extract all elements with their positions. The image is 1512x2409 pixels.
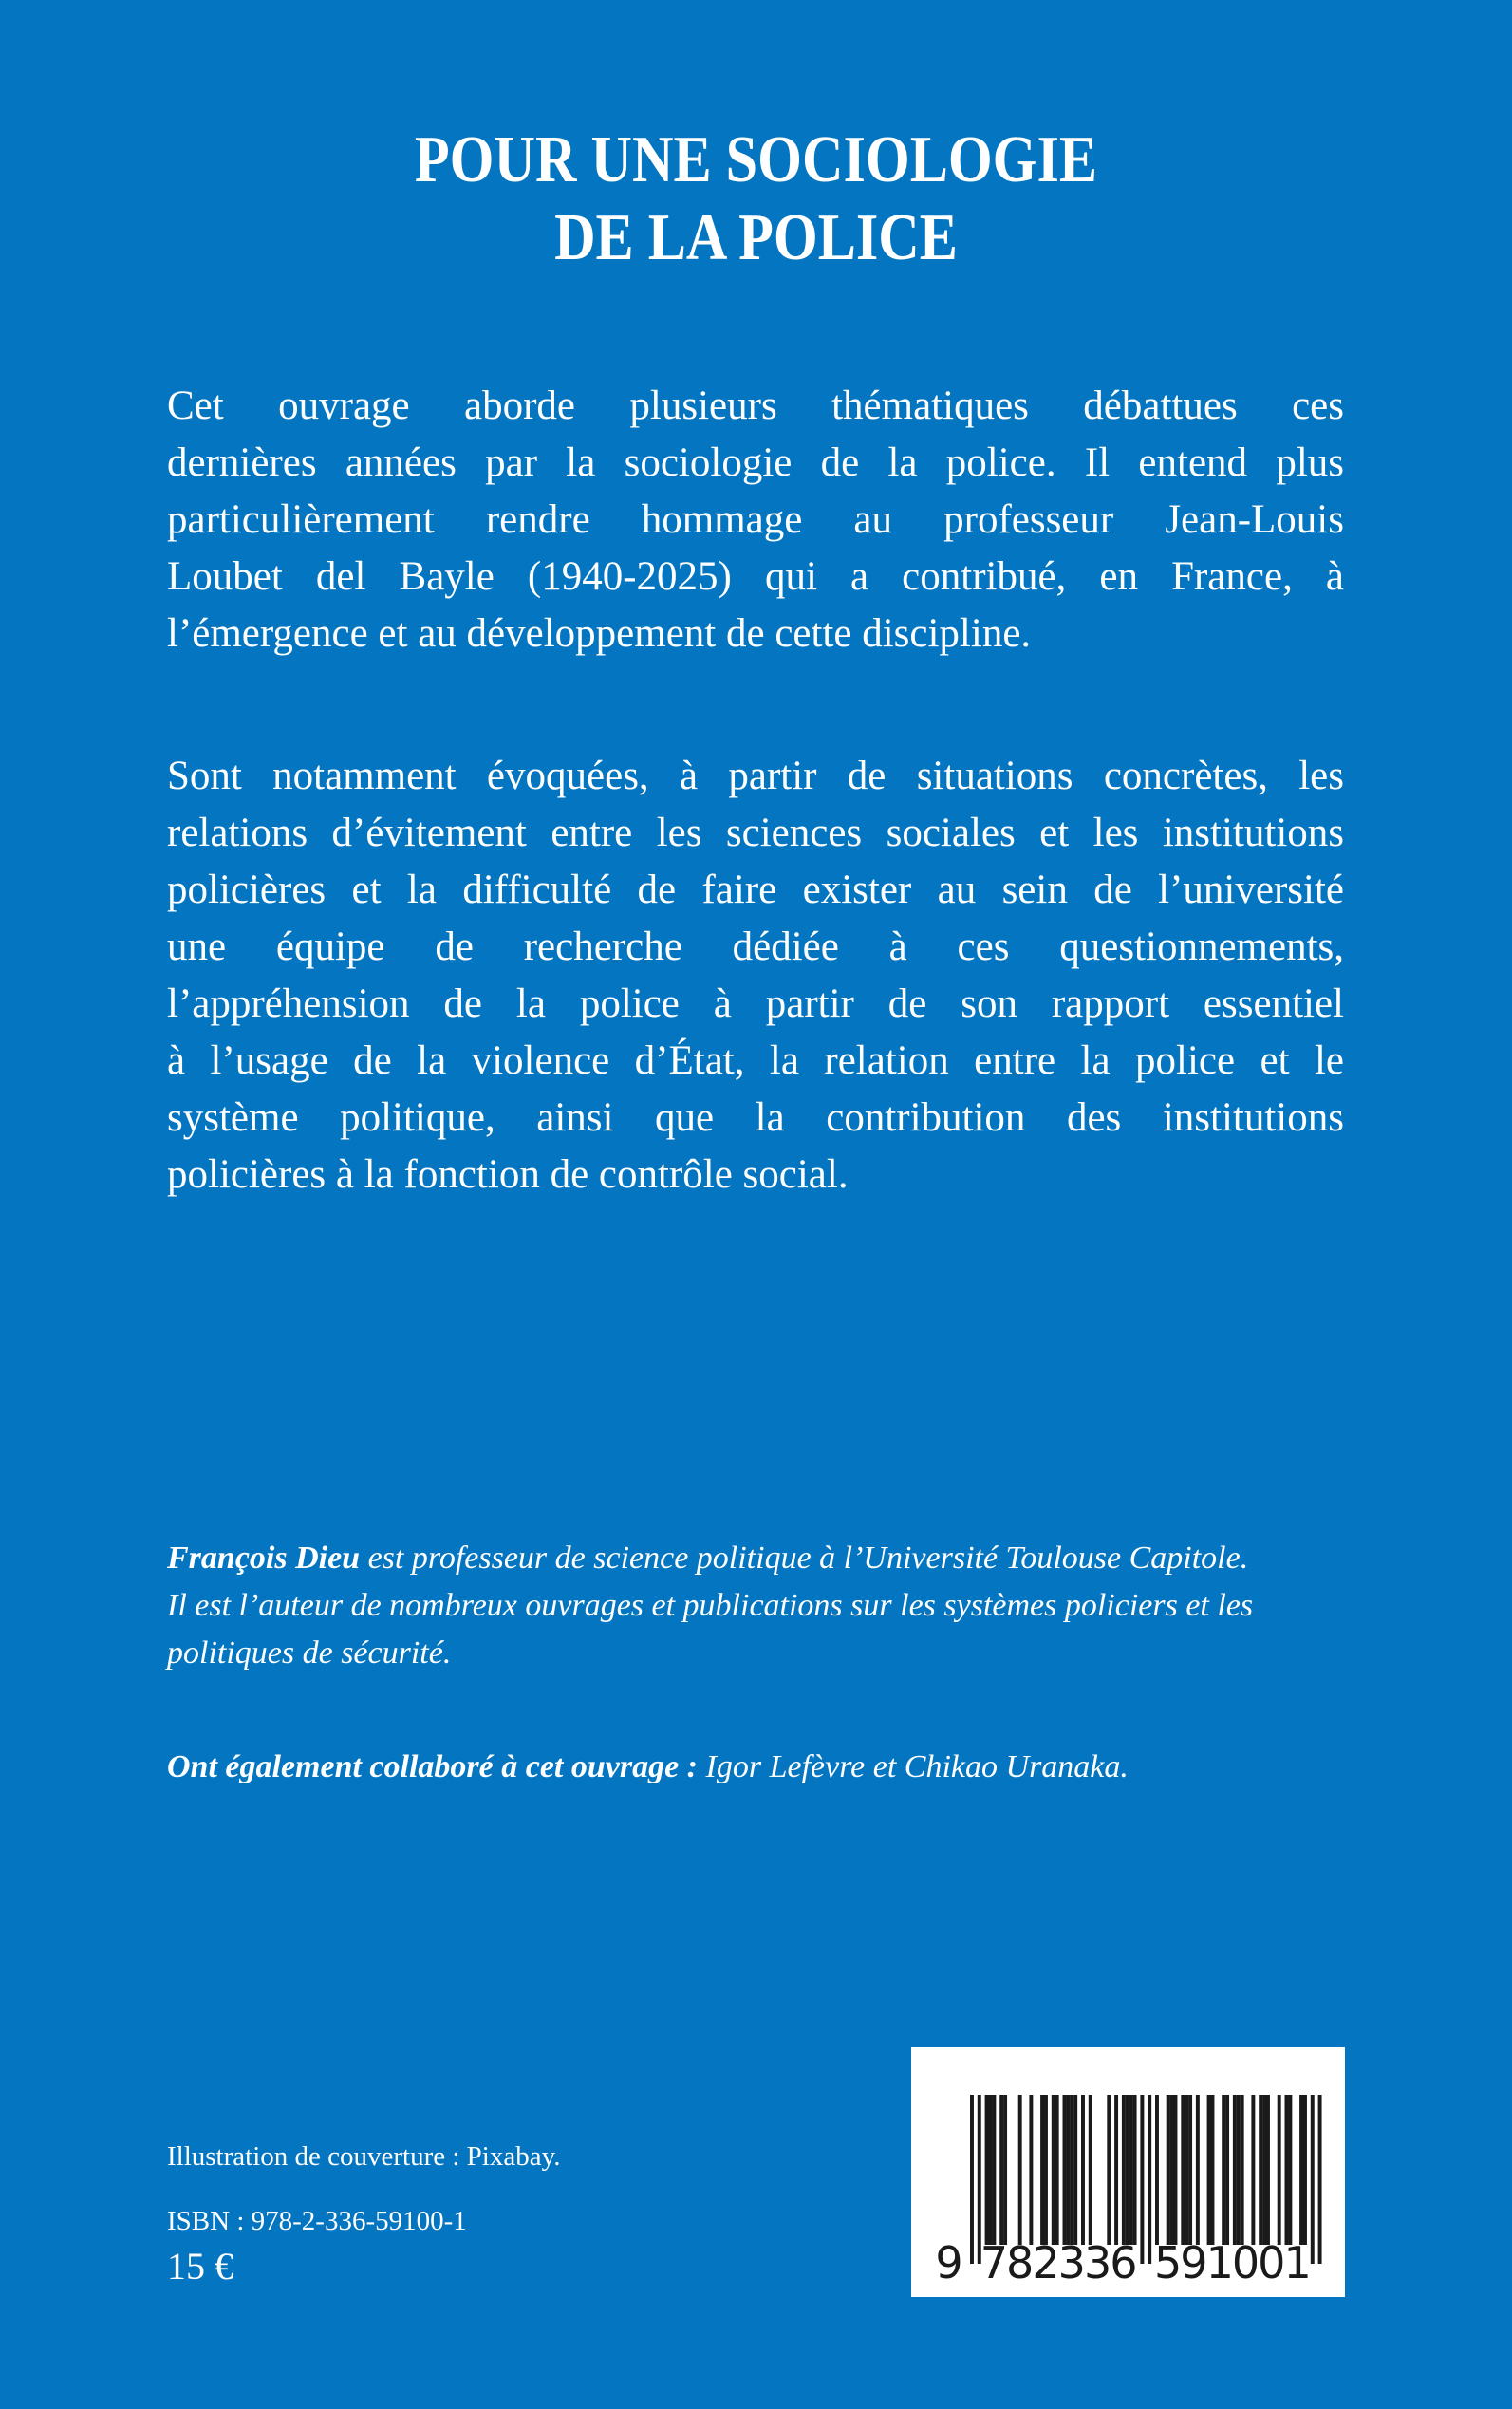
book-title bbox=[106, 121, 1407, 277]
svg-text:6: 6 bbox=[1110, 2237, 1138, 2288]
svg-text:0: 0 bbox=[1258, 2237, 1286, 2288]
svg-text:1: 1 bbox=[1205, 2237, 1234, 2288]
paragraph-line: policières et la difficulté de faire exister au sein de l’université bbox=[167, 868, 1344, 912]
summary-paragraph-2 bbox=[167, 748, 1344, 1204]
bio-line-2: Il est l’auteur de nombreux ouvrages et publications sur les systèmes policiers et les bbox=[167, 1588, 1254, 1623]
title-line-1: POUR UNE SOCIOLOGIE bbox=[414, 123, 1098, 196]
svg-text:7: 7 bbox=[980, 2237, 1009, 2288]
author-bio bbox=[167, 1535, 1344, 1677]
svg-text:2: 2 bbox=[1032, 2237, 1060, 2288]
svg-text:9: 9 bbox=[935, 2237, 963, 2288]
paragraph-line: dernières années par la sociologie de la police. Il entend plus bbox=[167, 440, 1344, 485]
illustration-credit: Illustration de couverture : Pixabay. bbox=[167, 2141, 561, 2172]
collaborators-names: Igor Lefèvre et Chikao Uranaka. bbox=[698, 1749, 1129, 1784]
bio-line-3: politiques de sécurité. bbox=[167, 1635, 452, 1671]
paragraph-line: une équipe de recherche dédiée à ces questionnements, bbox=[167, 924, 1344, 969]
paragraph-line: particulièrement rendre hommage au professeur Jean-Louis bbox=[167, 497, 1344, 542]
summary-paragraph-1 bbox=[167, 378, 1344, 663]
paragraph-line: l’émergence et au développement de cette discipline. bbox=[167, 611, 1032, 656]
bio-line-1 bbox=[167, 1535, 1344, 1582]
paragraph-line: l’appréhension de la police à partir de son rapport essentiel bbox=[167, 981, 1344, 1026]
bio-line-1-text: est professeur de science politique à l’Université Toulouse Capitole. bbox=[360, 1541, 1249, 1576]
isbn-barcode bbox=[911, 2047, 1345, 2297]
svg-text:0: 0 bbox=[1231, 2237, 1260, 2288]
paragraph-line: policières à la fonction de contrôle social. bbox=[167, 1152, 849, 1197]
isbn: ISBN : 978-2-336-59100-1 bbox=[167, 2206, 467, 2236]
paragraph-line: à l’usage de la violence d’État, la relation entre la police et le bbox=[167, 1038, 1344, 1083]
title-line-2: DE LA POLICE bbox=[554, 201, 958, 274]
svg-text:3: 3 bbox=[1057, 2237, 1086, 2288]
author-name: François Dieu bbox=[167, 1541, 361, 1576]
svg-text:1: 1 bbox=[1283, 2237, 1312, 2288]
svg-text:5: 5 bbox=[1153, 2237, 1183, 2288]
paragraph-line: Cet ouvrage aborde plusieurs thématiques débattues ces bbox=[167, 383, 1344, 428]
paragraph-line: système politique, ainsi que la contribution des institutions bbox=[167, 1095, 1344, 1140]
barcode-icon bbox=[911, 2047, 1345, 2297]
svg-text:3: 3 bbox=[1083, 2237, 1112, 2288]
collaborators-note bbox=[167, 1744, 1129, 1791]
paragraph-line: Sont notamment évoquées, à partir de situations concrètes, les bbox=[167, 754, 1344, 798]
price: 15 € bbox=[167, 2245, 233, 2288]
collaborators-label: Ont également collaboré à cet ouvrage : bbox=[167, 1749, 699, 1784]
svg-text:9: 9 bbox=[1180, 2237, 1208, 2288]
paragraph-line: relations d’évitement entre les sciences sociales et les institutions bbox=[167, 811, 1344, 855]
paragraph-line: Loubet del Bayle (1940-2025) qui a contribué, en France, à bbox=[167, 554, 1344, 599]
svg-text:8: 8 bbox=[1006, 2237, 1035, 2288]
